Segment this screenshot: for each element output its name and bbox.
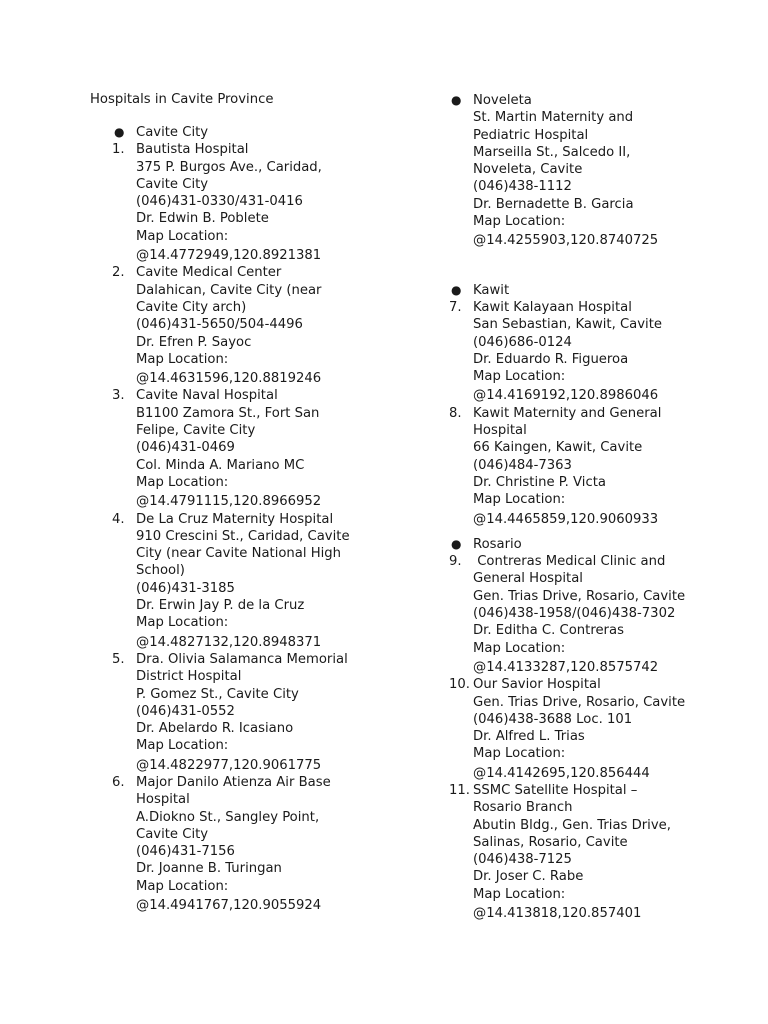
entry-line: Dr. Editha C. Contreras xyxy=(473,623,624,639)
entry-line: @14.413818,120.857401 xyxy=(473,906,642,922)
hospital-entry xyxy=(90,774,380,914)
entry-line: Map Location: xyxy=(473,492,566,508)
hospital-entry xyxy=(427,109,727,249)
group-spacer xyxy=(427,250,727,282)
hospital-entry xyxy=(427,676,727,782)
entry-line: Map Location: xyxy=(136,228,229,244)
entry-line: 375 P. Burgos Ave., Caridad, xyxy=(136,159,322,175)
entry-line: @14.4941767,120.9055924 xyxy=(136,898,322,914)
group-heading xyxy=(427,92,727,109)
entry-line: (046)438-1112 xyxy=(473,179,572,195)
entry-line: Map Location: xyxy=(136,474,229,490)
entry-line: Marseilla St., Salcedo II, xyxy=(473,144,631,160)
bullet-icon: ● xyxy=(451,536,462,551)
hospital-name: Major Danilo Atienza Air Base xyxy=(136,774,331,790)
hospital-name: Cavite Medical Center xyxy=(136,265,282,281)
hospital-entry xyxy=(427,299,727,405)
entry-line: Map Location: xyxy=(473,640,566,656)
entry-line: Dr. Efren P. Sayoc xyxy=(136,334,252,350)
entry-line: P. Gomez St., Cavite City xyxy=(136,686,299,702)
hospital-entry xyxy=(90,651,380,774)
entry-line: San Sebastian, Kawit, Cavite xyxy=(473,317,663,333)
hospital-entry xyxy=(90,387,380,510)
entry-line: (046)431-7156 xyxy=(136,844,235,860)
hospital-name: SSMC Satellite Hospital – xyxy=(473,782,638,798)
bullet-icon: ● xyxy=(451,282,462,297)
entry-line: 910 Crescini St., Caridad, Cavite xyxy=(136,528,350,544)
group-name: Rosario xyxy=(473,536,522,552)
group-spacer xyxy=(427,528,727,536)
hospital-name: Bautista Hospital xyxy=(136,142,249,158)
entry-line: Map Location: xyxy=(136,351,229,367)
entry-line: Cavite City xyxy=(136,826,209,842)
entry-line: Abutin Bldg., Gen. Trias Drive, xyxy=(473,817,671,833)
entry-line: Dr. Edwin B. Poblete xyxy=(136,211,269,227)
group-heading xyxy=(427,536,727,553)
entry-line: @14.4631596,120.8819246 xyxy=(136,371,322,387)
entry-line: @14.4169192,120.8986046 xyxy=(473,388,659,404)
entry-line: Map Location: xyxy=(136,738,229,754)
hospital-name: Our Savior Hospital xyxy=(473,677,601,693)
entry-line: (046)431-0330/431-0416 xyxy=(136,194,303,210)
hospital-entry xyxy=(427,782,727,922)
entry-line: Dr. Abelardo R. Icasiano xyxy=(136,721,294,737)
entry-line: (046)431-0469 xyxy=(136,440,235,456)
entry-line: Hospital xyxy=(473,423,527,439)
entry-line: School) xyxy=(136,563,185,579)
entry-line: @14.4255903,120.8740725 xyxy=(473,233,659,249)
group-heading xyxy=(90,124,380,141)
entry-line: Dr. Joser C. Rabe xyxy=(473,869,584,885)
entry-line: (046)686-0124 xyxy=(473,334,572,350)
hospital-entry xyxy=(90,511,380,651)
hospital-entry xyxy=(90,141,380,264)
entry-number: 9. xyxy=(449,554,462,570)
entry-number: 4. xyxy=(112,511,125,527)
entry-line: Dalahican, Cavite City (near xyxy=(136,282,322,298)
group-name: Kawit xyxy=(473,282,510,298)
hospital-name: St. Martin Maternity and xyxy=(473,110,634,126)
group-name: Cavite City xyxy=(136,125,209,140)
entry-line: B1100 Zamora St., Fort San xyxy=(136,405,320,421)
entry-line: Felipe, Cavite City xyxy=(136,423,256,439)
entry-line: @14.4772949,120.8921381 xyxy=(136,248,322,264)
entry-line: (046)438-3688 Loc. 101 xyxy=(473,711,633,727)
entry-number: 1. xyxy=(112,142,125,158)
entry-line: City (near Cavite National High xyxy=(136,546,342,562)
entry-line: District Hospital xyxy=(136,669,242,685)
entry-line: Col. Minda A. Mariano MC xyxy=(136,457,305,473)
hospital-name: Contreras Medical Clinic and xyxy=(473,554,666,570)
entry-line: Map Location: xyxy=(473,746,566,762)
group-name: Noveleta xyxy=(473,93,532,108)
entry-line: Rosario Branch xyxy=(473,800,573,816)
entry-line: @14.4142695,120.856444 xyxy=(473,765,650,781)
entry-line: Hospital xyxy=(136,792,190,808)
entry-line: (046)438-7125 xyxy=(473,852,572,868)
entry-line: @14.4133287,120.8575742 xyxy=(473,659,659,675)
entry-number: 10. xyxy=(449,677,470,693)
hospital-name: Cavite Naval Hospital xyxy=(136,388,278,404)
entry-number: 3. xyxy=(112,388,125,404)
entry-line: Cavite City xyxy=(136,176,209,192)
entry-line: Dr. Eduardo R. Figueroa xyxy=(473,351,629,367)
entry-line: Salinas, Rosario, Cavite xyxy=(473,834,628,850)
hospital-name: De La Cruz Maternity Hospital xyxy=(136,511,334,527)
entry-line: Noveleta, Cavite xyxy=(473,162,583,178)
entry-line: Dr. Erwin Jay P. de la Cruz xyxy=(136,598,305,614)
entry-line: Dr. Joanne B. Turingan xyxy=(136,861,282,877)
entry-line: (046)431-3185 xyxy=(136,580,235,596)
entry-line: General Hospital xyxy=(473,571,583,587)
entry-line: 66 Kaingen, Kawit, Cavite xyxy=(473,440,643,456)
bullet-icon: ● xyxy=(451,93,462,107)
hospital-name: Kawit Kalayaan Hospital xyxy=(473,299,632,315)
entry-line: Map Location: xyxy=(473,369,566,385)
entry-line: Map Location: xyxy=(473,214,566,230)
entry-number: 8. xyxy=(449,405,462,421)
entry-line: Pediatric Hospital xyxy=(473,127,589,143)
hospital-name: Kawit Maternity and General xyxy=(473,405,662,421)
entry-line: Cavite City arch) xyxy=(136,299,247,315)
bullet-icon: ● xyxy=(114,125,125,139)
hospital-entry xyxy=(427,553,727,676)
entry-number: 5. xyxy=(112,651,125,667)
entry-line: (046)438-1958/(046)438-7302 xyxy=(473,606,676,622)
entry-number: 7. xyxy=(449,299,462,315)
entry-line: @14.4791115,120.8966952 xyxy=(136,494,322,510)
hospital-name: Dra. Olivia Salamanca Memorial xyxy=(136,651,348,667)
document-title: Hospitals in Cavite Province xyxy=(90,92,274,107)
entry-line: (046)431-5650/504-4496 xyxy=(136,317,303,333)
entry-line: @14.4465859,120.9060933 xyxy=(473,511,659,527)
entry-line: Map Location: xyxy=(136,615,229,631)
group-heading xyxy=(427,282,727,299)
entry-line: (046)484-7363 xyxy=(473,457,572,473)
hospital-entry xyxy=(90,264,380,387)
entry-number: 6. xyxy=(112,774,125,790)
entry-line: (046)431-0552 xyxy=(136,703,235,719)
entry-line: Dr. Bernadette B. Garcia xyxy=(473,196,634,212)
entry-line: Gen. Trias Drive, Rosario, Cavite xyxy=(473,588,686,604)
entry-line: @14.4827132,120.8948371 xyxy=(136,634,322,650)
left-column xyxy=(90,124,380,914)
entry-line: A.Diokno St., Sangley Point, xyxy=(136,809,320,825)
entry-line: Dr. Christine P. Victa xyxy=(473,474,606,490)
entry-line: Dr. Alfred L. Trias xyxy=(473,729,585,745)
entry-number: 2. xyxy=(112,265,125,281)
hospital-entry xyxy=(427,405,727,528)
right-group-list xyxy=(427,92,727,922)
entry-line: Map Location: xyxy=(136,878,229,894)
entry-line: @14.4822977,120.9061775 xyxy=(136,757,322,773)
left-entry-list xyxy=(90,141,380,914)
entry-line: Map Location: xyxy=(473,886,566,902)
entry-line: Gen. Trias Drive, Rosario, Cavite xyxy=(473,694,686,710)
entry-number: 11. xyxy=(449,782,470,798)
right-column xyxy=(427,92,727,922)
